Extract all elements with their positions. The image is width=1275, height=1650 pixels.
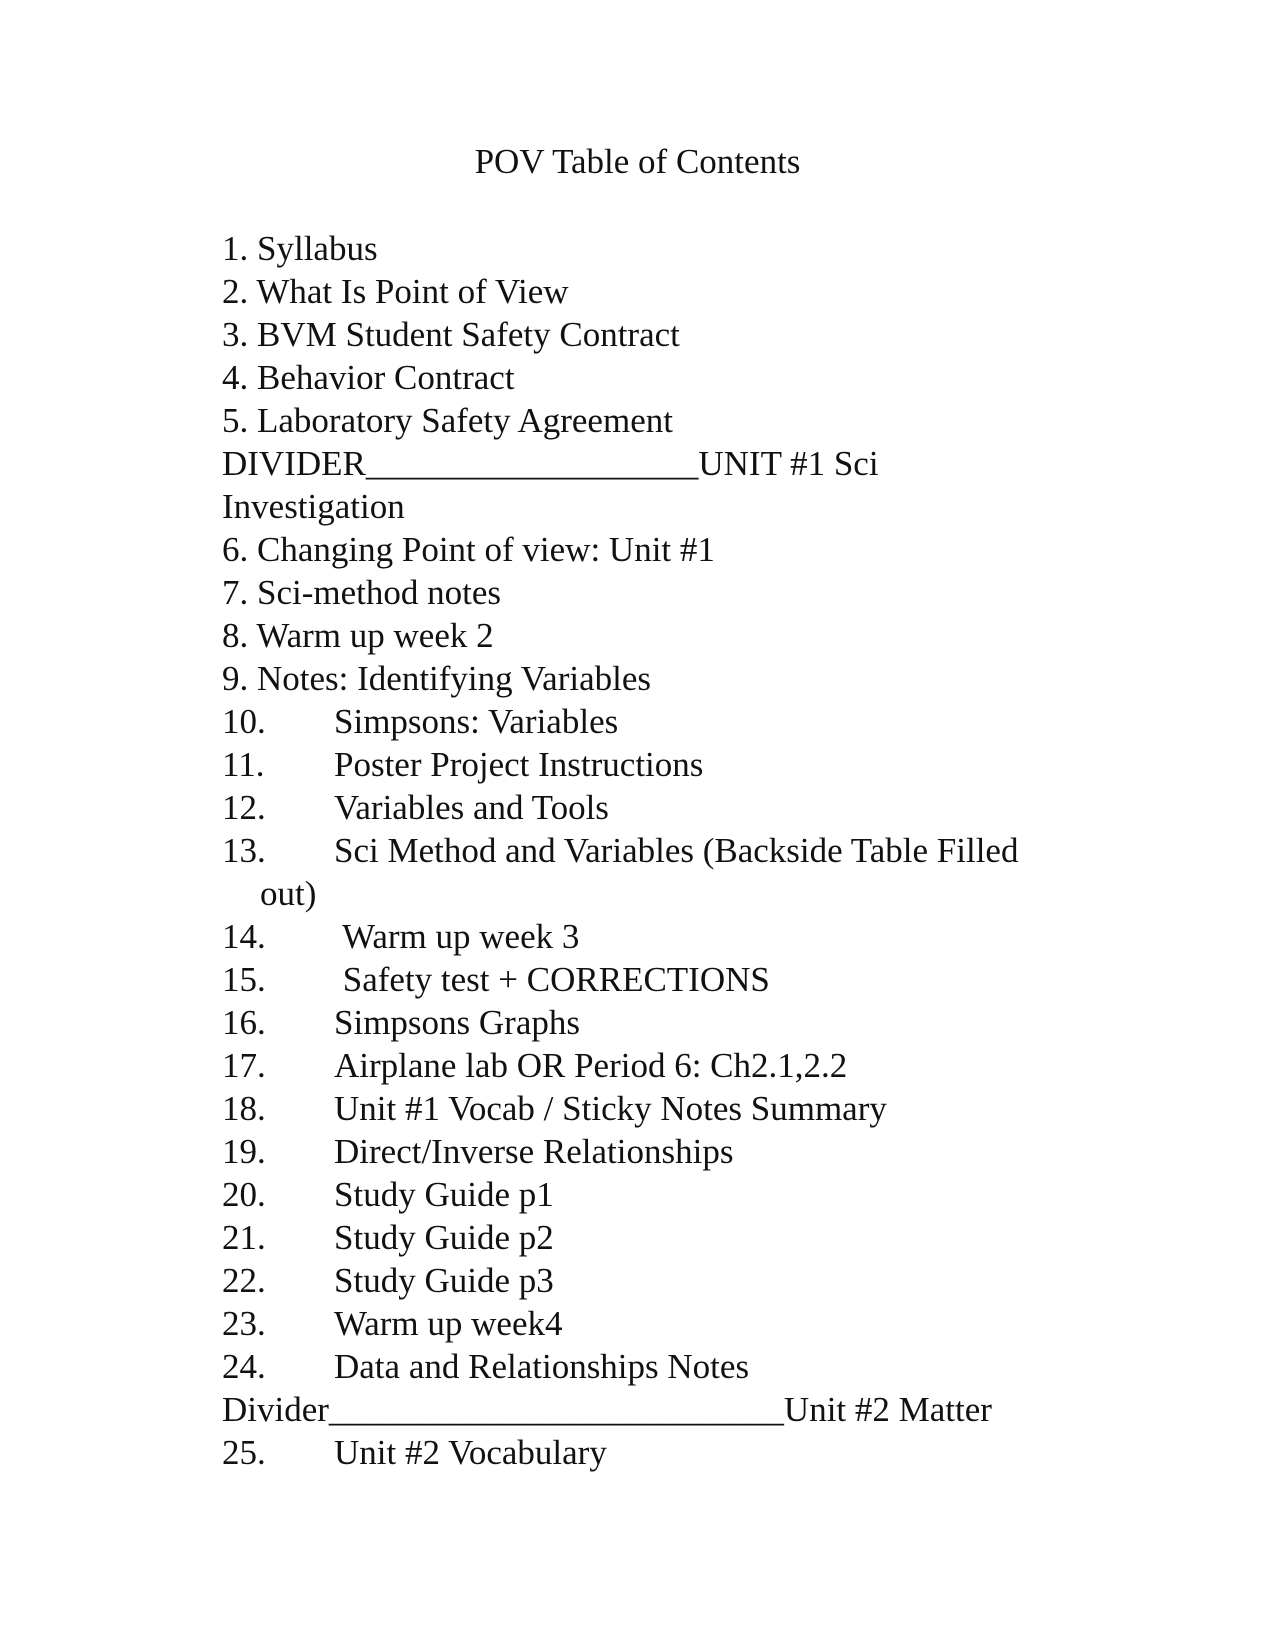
unit-1-divider: DIVIDER___________________UNIT #1 Sci: [222, 444, 879, 483]
toc-entry-12: [222, 786, 1082, 829]
toc-entry-25: [222, 1431, 1082, 1474]
toc-entry-1: 1. Syllabus: [222, 229, 378, 268]
entry-title: Poster Project Instructions: [334, 745, 704, 784]
entry-number: 17.: [222, 1046, 266, 1085]
entry-title: Simpsons Graphs: [334, 1003, 580, 1042]
toc-entry-23: [222, 1302, 1082, 1345]
toc-entry-22: [222, 1259, 1082, 1302]
toc-entry-20: [222, 1173, 1082, 1216]
toc-entry-15: [222, 958, 1082, 1001]
toc-entry-8: 8. Warm up week 2: [222, 616, 494, 655]
entry-number: 15.: [222, 960, 266, 999]
entry-title: Sci Method and Variables (Backside Table Filled: [334, 831, 1019, 870]
toc-entry-6: 6. Changing Point of view: Unit #1: [222, 530, 715, 569]
entry-number: 20.: [222, 1175, 266, 1214]
table-of-contents: [222, 227, 1082, 1474]
entry-number: 22.: [222, 1261, 266, 1300]
unit-2-divider: Divider__________________________Unit #2 Matter: [222, 1390, 992, 1429]
entry-title: Warm up week4: [334, 1304, 563, 1343]
toc-entry-24: [222, 1345, 1082, 1388]
entry-number: 19.: [222, 1132, 266, 1171]
entry-number: 10.: [222, 702, 266, 741]
entry-title: Variables and Tools: [334, 788, 609, 827]
entry-number: 23.: [222, 1304, 266, 1343]
entry-number: 11.: [222, 745, 265, 784]
toc-entry-17: [222, 1044, 1082, 1087]
entry-number: 14.: [222, 917, 266, 956]
toc-entry-13-continuation: out): [260, 874, 317, 913]
entry-title: Study Guide p1: [334, 1175, 554, 1214]
entry-title: Unit #1 Vocab / Sticky Notes Summary: [334, 1089, 887, 1128]
toc-entry-14: [222, 915, 1082, 958]
entry-number: 21.: [222, 1218, 266, 1257]
entry-number: 13.: [222, 831, 266, 870]
page-title: POV Table of Contents: [474, 142, 801, 181]
toc-entry-16: [222, 1001, 1082, 1044]
toc-entry-13: [222, 829, 1082, 872]
toc-entry-7: 7. Sci-method notes: [222, 573, 501, 612]
toc-entry-5: 5. Laboratory Safety Agreement: [222, 401, 673, 440]
toc-entry-19: [222, 1130, 1082, 1173]
toc-entry-10: [222, 700, 1082, 743]
entry-title: Direct/Inverse Relationships: [334, 1132, 734, 1171]
entry-title: Study Guide p2: [334, 1218, 554, 1257]
entry-number: 16.: [222, 1003, 266, 1042]
entry-number: 24.: [222, 1347, 266, 1386]
toc-entry-18: [222, 1087, 1082, 1130]
entry-title: Study Guide p3: [334, 1261, 554, 1300]
entry-title: Airplane lab OR Period 6: Ch2.1,2.2: [334, 1046, 848, 1085]
entry-title: Warm up week 3: [334, 917, 580, 956]
entry-number: 18.: [222, 1089, 266, 1128]
toc-entry-3: 3. BVM Student Safety Contract: [222, 315, 680, 354]
toc-entry-9: 9. Notes: Identifying Variables: [222, 659, 651, 698]
entry-title: Data and Relationships Notes: [334, 1347, 750, 1386]
toc-entry-11: [222, 743, 1082, 786]
entry-title: Unit #2 Vocabulary: [334, 1433, 607, 1472]
entry-number: 25.: [222, 1433, 266, 1472]
toc-entry-4: 4. Behavior Contract: [222, 358, 515, 397]
entry-title: Safety test + CORRECTIONS: [334, 960, 770, 999]
toc-entry-21: [222, 1216, 1082, 1259]
toc-entry-2: 2. What Is Point of View: [222, 272, 569, 311]
entry-title: Simpsons: Variables: [334, 702, 619, 741]
entry-number: 12.: [222, 788, 266, 827]
unit-1-divider-continuation: Investigation: [222, 487, 405, 526]
